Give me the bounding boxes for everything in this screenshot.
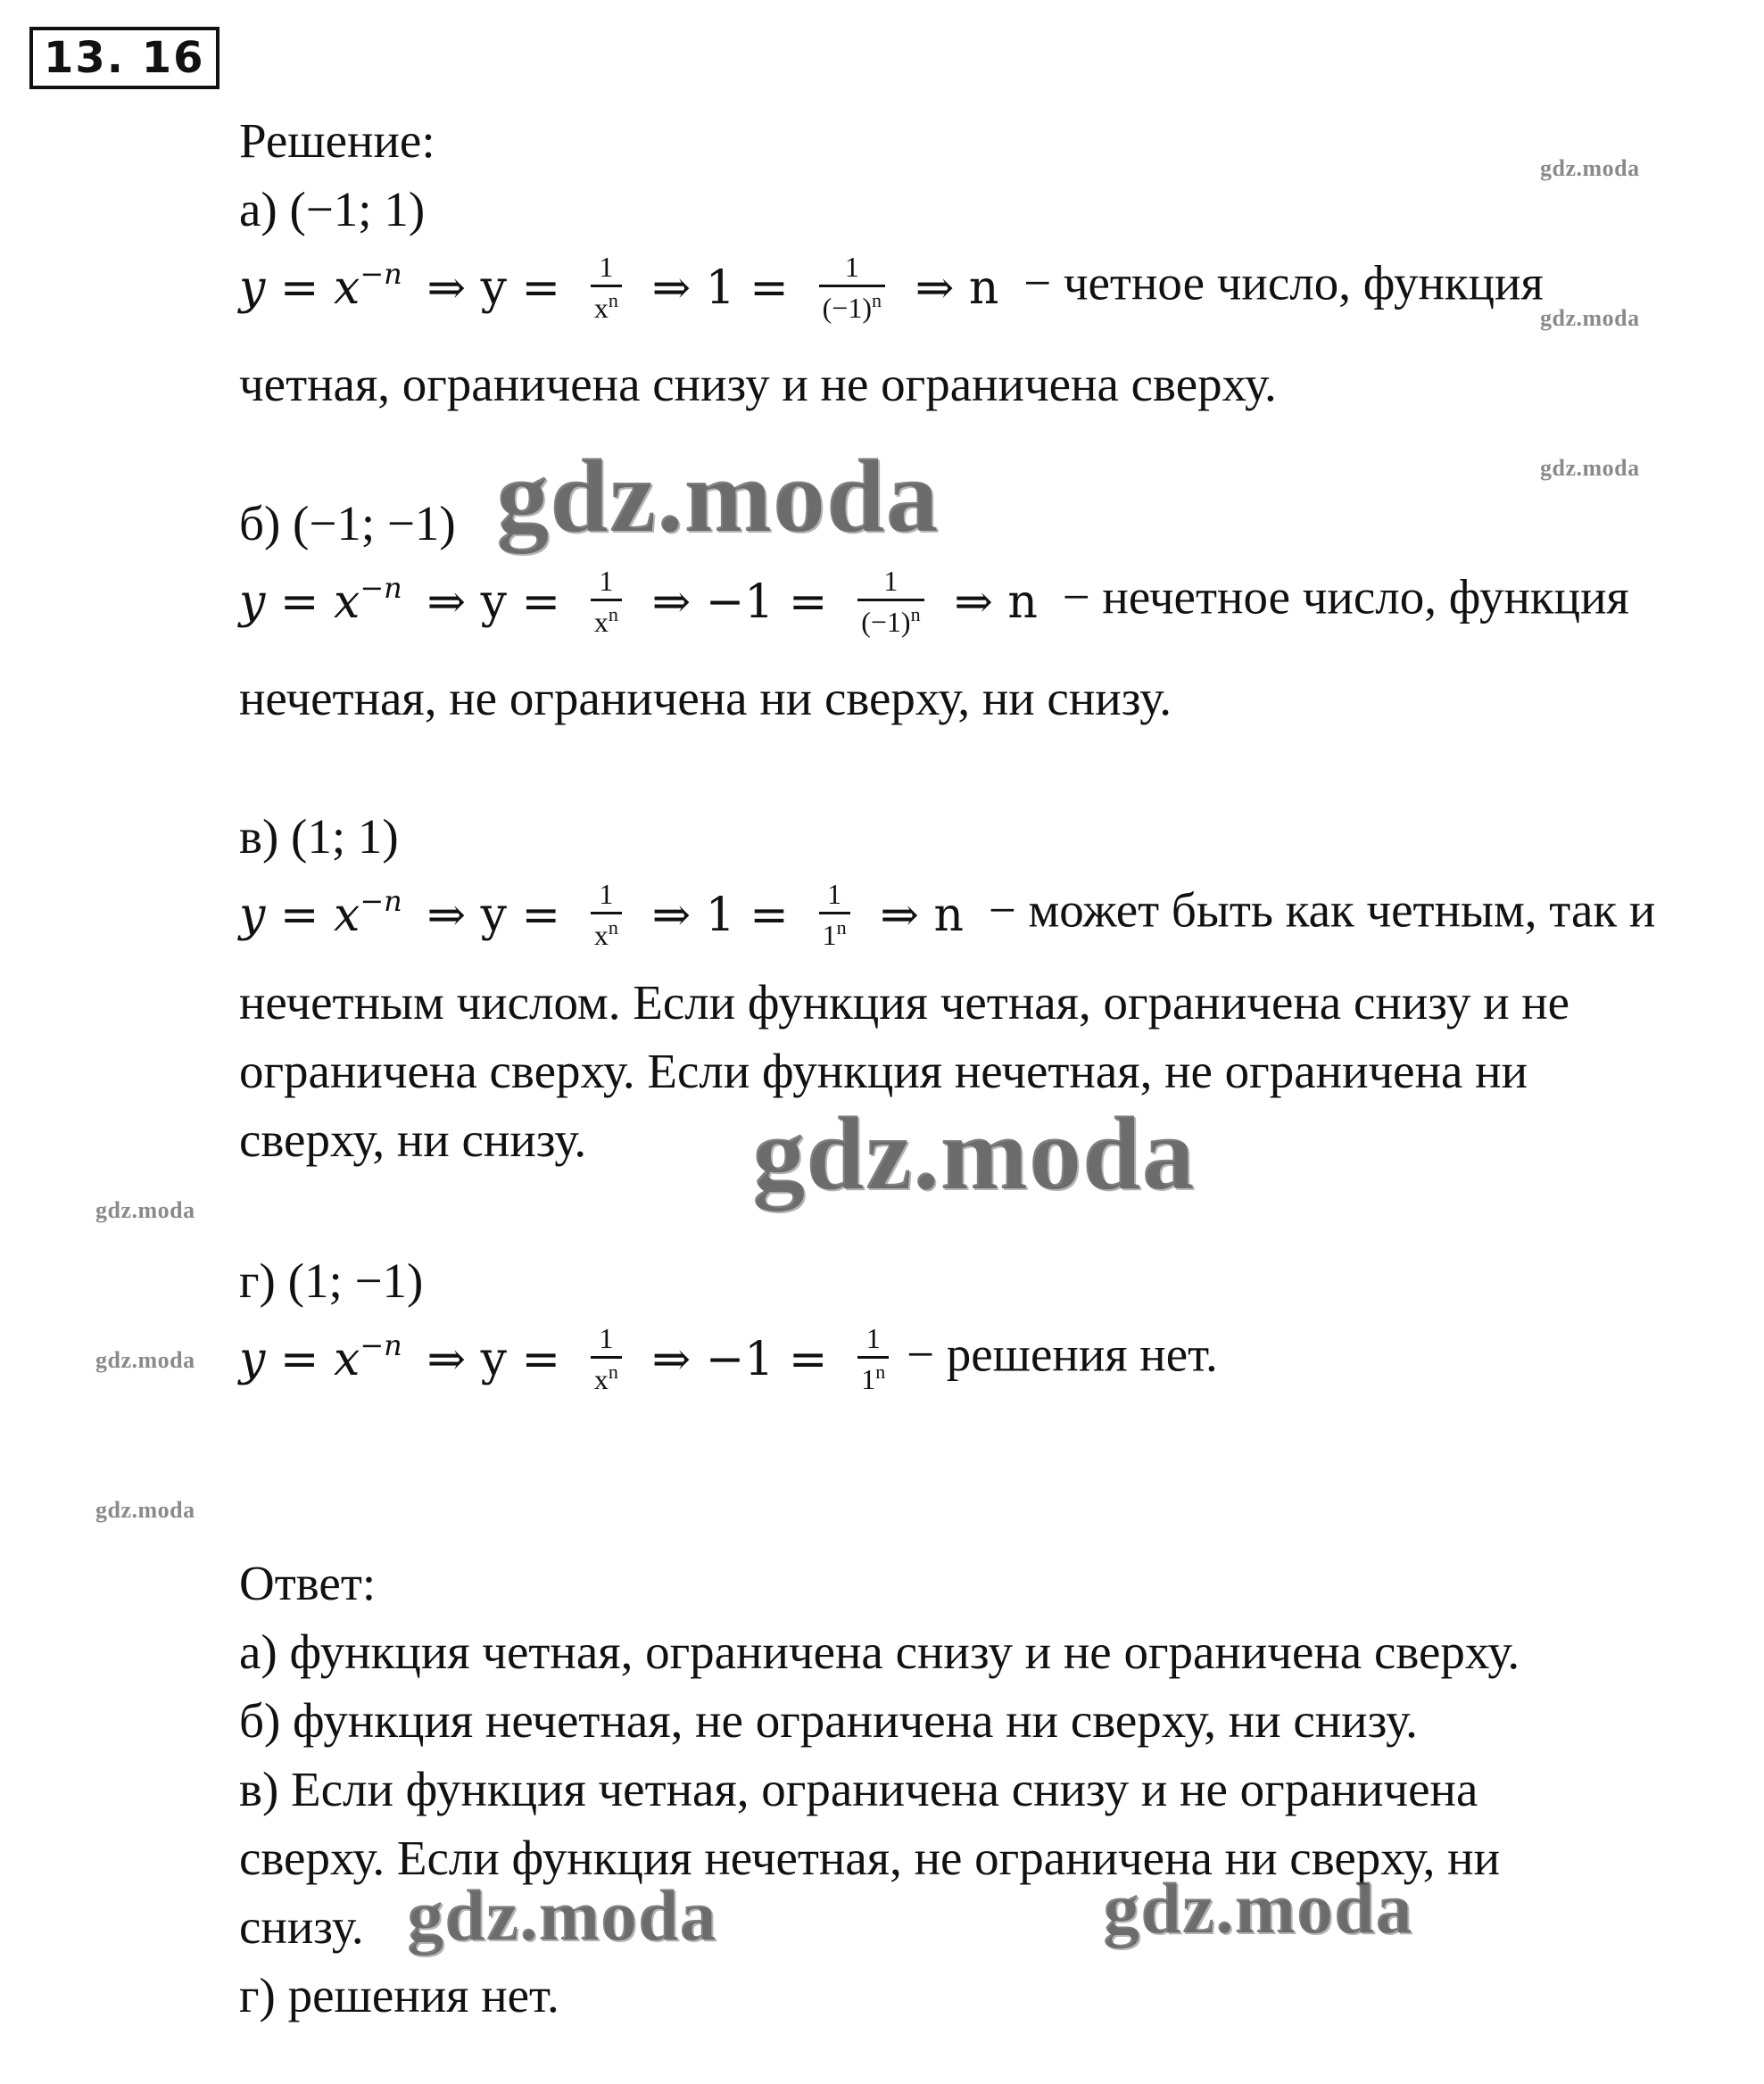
watermark-small: gdz.moda <box>1540 455 1640 481</box>
part-b-formula: $y = x^{-n}$ ⇒ y = $\frac{1}{x^n}$ ⇒ −1 = $\frac{1}{(-1)^n}$ ⇒ n − нечетное число, функция <box>239 565 1629 639</box>
watermark-large: gdz.moda <box>752 1095 1196 1212</box>
watermark-small: gdz.moda <box>95 1497 195 1523</box>
part-c-line3: ограничена сверху. Если функция нечетная, не ограничена ни <box>239 1044 1528 1098</box>
answer-c-line2: сверху. Если функция нечетная, не ограничена ни сверху, ни <box>239 1831 1501 1885</box>
answer-d: г) решения нет. <box>239 1968 559 2022</box>
part-a-label: а) (−1; 1) <box>239 182 426 236</box>
part-c-line4: сверху, ни снизу. <box>239 1112 587 1167</box>
watermark-small: gdz.moda <box>1540 155 1640 181</box>
part-a-line2: четная, ограничена снизу и не ограничена сверху. <box>239 357 1277 411</box>
answer-c-line1: в) Если функция четная, ограничена снизу и не ограничена <box>239 1762 1478 1816</box>
watermark-small: gdz.moda <box>1540 305 1640 331</box>
watermark-large: gdz.moda <box>496 437 940 554</box>
part-c-formula: $y = x^{-n}$ ⇒ y = $\frac{1}{x^n}$ ⇒ 1 = $\frac{1}{1^n}$ ⇒ n − может быть как четным, так и <box>239 878 1656 952</box>
watermark-large: gdz.moda <box>407 1874 717 1956</box>
part-b-label: б) (−1; −1) <box>239 496 456 550</box>
task-number: 13. 16 <box>29 27 219 89</box>
answer-label: Ответ: <box>239 1556 377 1610</box>
solution-label: Решение: <box>239 113 435 168</box>
part-d-formula: $y = x^{-n}$ ⇒ y = $\frac{1}{x^n}$ ⇒ −1 = $\frac{1}{1^n}$ − решения нет. <box>239 1322 1218 1396</box>
part-c-line2: нечетным числом. Если функция четная, ограничена снизу и не <box>239 975 1570 1030</box>
watermark-small: gdz.moda <box>95 1347 195 1373</box>
answer-a: а) функция четная, ограничена снизу и не ограничена сверху. <box>239 1625 1520 1679</box>
part-d-label: г) (1; −1) <box>239 1253 424 1308</box>
part-b-line2: нечетная, не ограничена ни сверху, ни снизу. <box>239 671 1172 725</box>
part-c-label: в) (1; 1) <box>239 809 399 864</box>
answer-c-line3: снизу. <box>239 1899 364 1954</box>
answer-b: б) функция нечетная, не ограничена ни сверху, ни снизу. <box>239 1693 1418 1748</box>
part-a-formula: $y = x^{-n}$ ⇒ y = $\frac{1}{x^n}$ ⇒ 1 = $\frac{1}{(-1)^n}$ ⇒ n − четное число, функция <box>239 251 1544 325</box>
watermark-small: gdz.moda <box>95 1197 195 1223</box>
watermark-large: gdz.moda <box>1103 1867 1413 1948</box>
